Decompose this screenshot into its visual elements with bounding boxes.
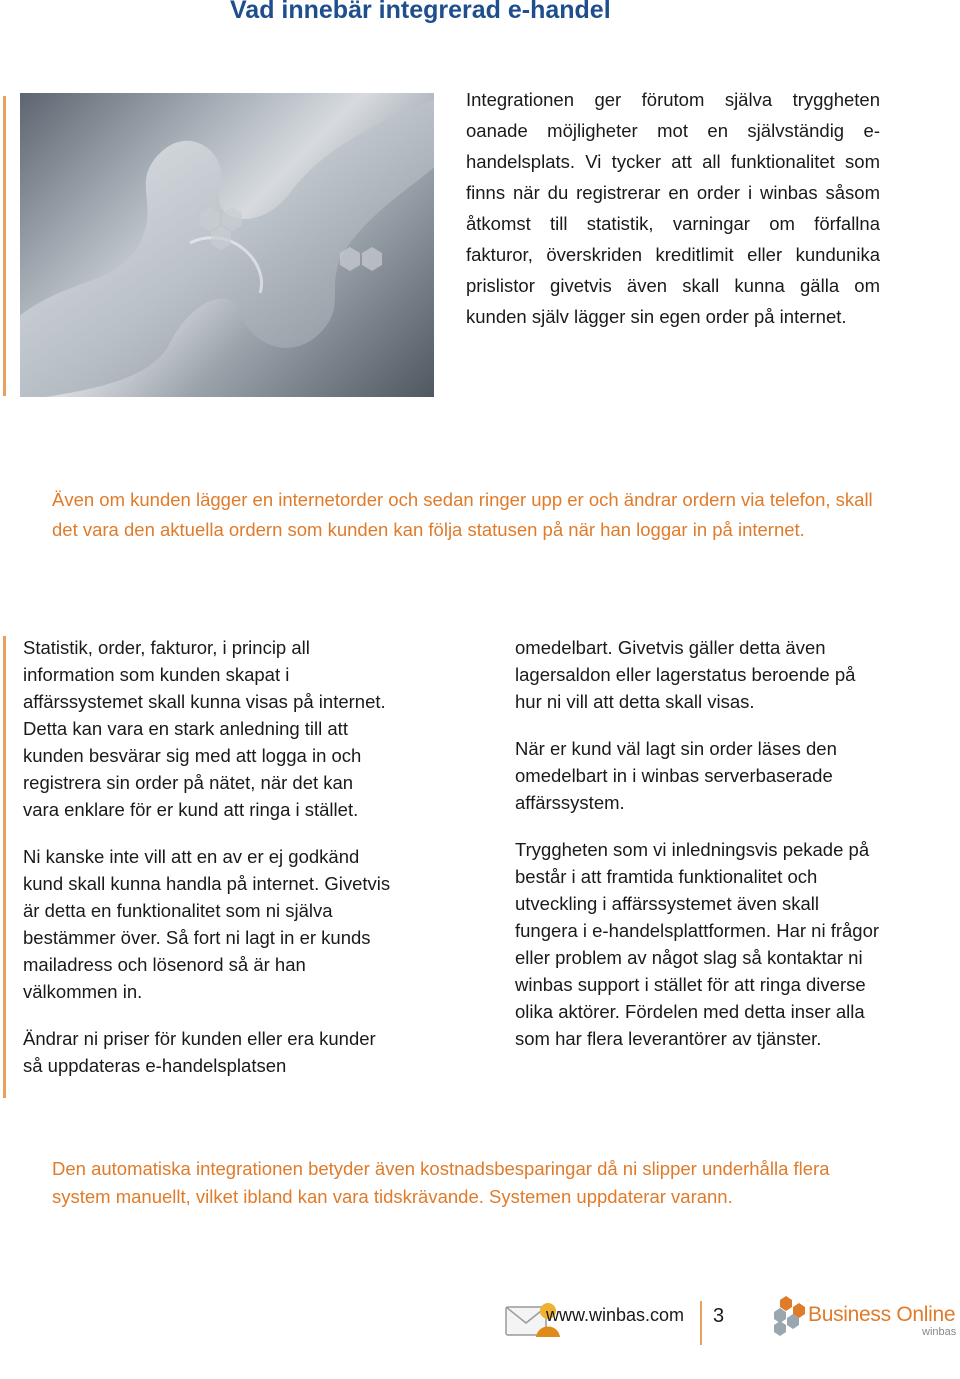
bottom-note: Den automatiska integrationen betyder även kostnadsbesparingar då ni slipper underhålla flera system manuellt, vilket ibland kan vara tidskrävande. Systemen uppdaterar varann. [52,1158,830,1207]
page-title: Vad innebär integrerad e-handel [230,0,611,24]
intro-rule [3,96,6,396]
brand-subtitle: winbas [922,1326,957,1338]
brand-name: Business Online [808,1303,956,1326]
right-paragraph-1: omedelbart. Givetvis gäller detta även lagersaldon eller lagerstatus beroende på hur ni vill att detta skall visas. [515,637,856,712]
left-paragraph-2: Ni kanske inte vill att en av er ej godkänd kund skall kunna handla på internet. Givetvis är detta en funktionalitet som ni själva bestämmer över. Så fort ni lagt in er kunds mailadress och lösenord så är han välkommen in. [23,846,391,1002]
left-paragraph-3: Ändrar ni priser för kunden eller era kunder så uppdateras e-handelsplatsen [23,1028,376,1076]
footer-separator [700,1301,702,1345]
puzzle-pieces-image [20,93,434,397]
right-column [515,634,885,1072]
footer-url[interactable]: www.winbas.com [546,1305,685,1325]
right-paragraph-2: När er kund väl lagt sin order läses den omedelbart in i winbas serverbaserade affärssystem. [515,738,837,813]
page-number: 3 [713,1305,725,1327]
intro-paragraph: Integrationen ger förutom själva tryggheten oanade möjligheter mot en självständig e-handelsplats. Vi tycker att all funktionalitet som finns när du registrerar en order i winbas såsom åtkomst till statistik, varningar om förfallna fakturor, överskriden kreditlimit eller kundunika prislistor givetvis även skall kunna gälla om kunden själv lägger sin egen order på internet. [466,89,880,327]
callout-paragraph: Även om kunden lägger en internetorder och sedan ringer upp er och ändrar ordern via telefon, skall det vara den aktuella ordern som kunden kan följa statusen på när han loggar in på internet. [52,489,873,540]
left-paragraph-1: Statistik, order, fakturor, i princip all information som kunden skapat i affärssystemet skall kunna visas på internet. Detta kan vara en stark anledning till att kunden besvärar sig med att logga in och registrera sin order på nätet, när det kan vara enklare för er kund att ringa i stället. [23,637,386,820]
puzzle-photo [20,93,434,397]
left-column-rule [3,636,6,1098]
left-column [23,634,393,1099]
right-paragraph-3: Tryggheten som vi inledningsvis pekade på består i att framtida funktionalitet och utveckling i affärssystemet även skall fungera i e-handelsplattformen. Har ni frågor eller problem av något slag så kontaktar ni winbas support i stället för att ringa diverse olika aktörer. Fördelen med detta inser alla som har flera leverantörer av tjänster. [515,839,880,1049]
